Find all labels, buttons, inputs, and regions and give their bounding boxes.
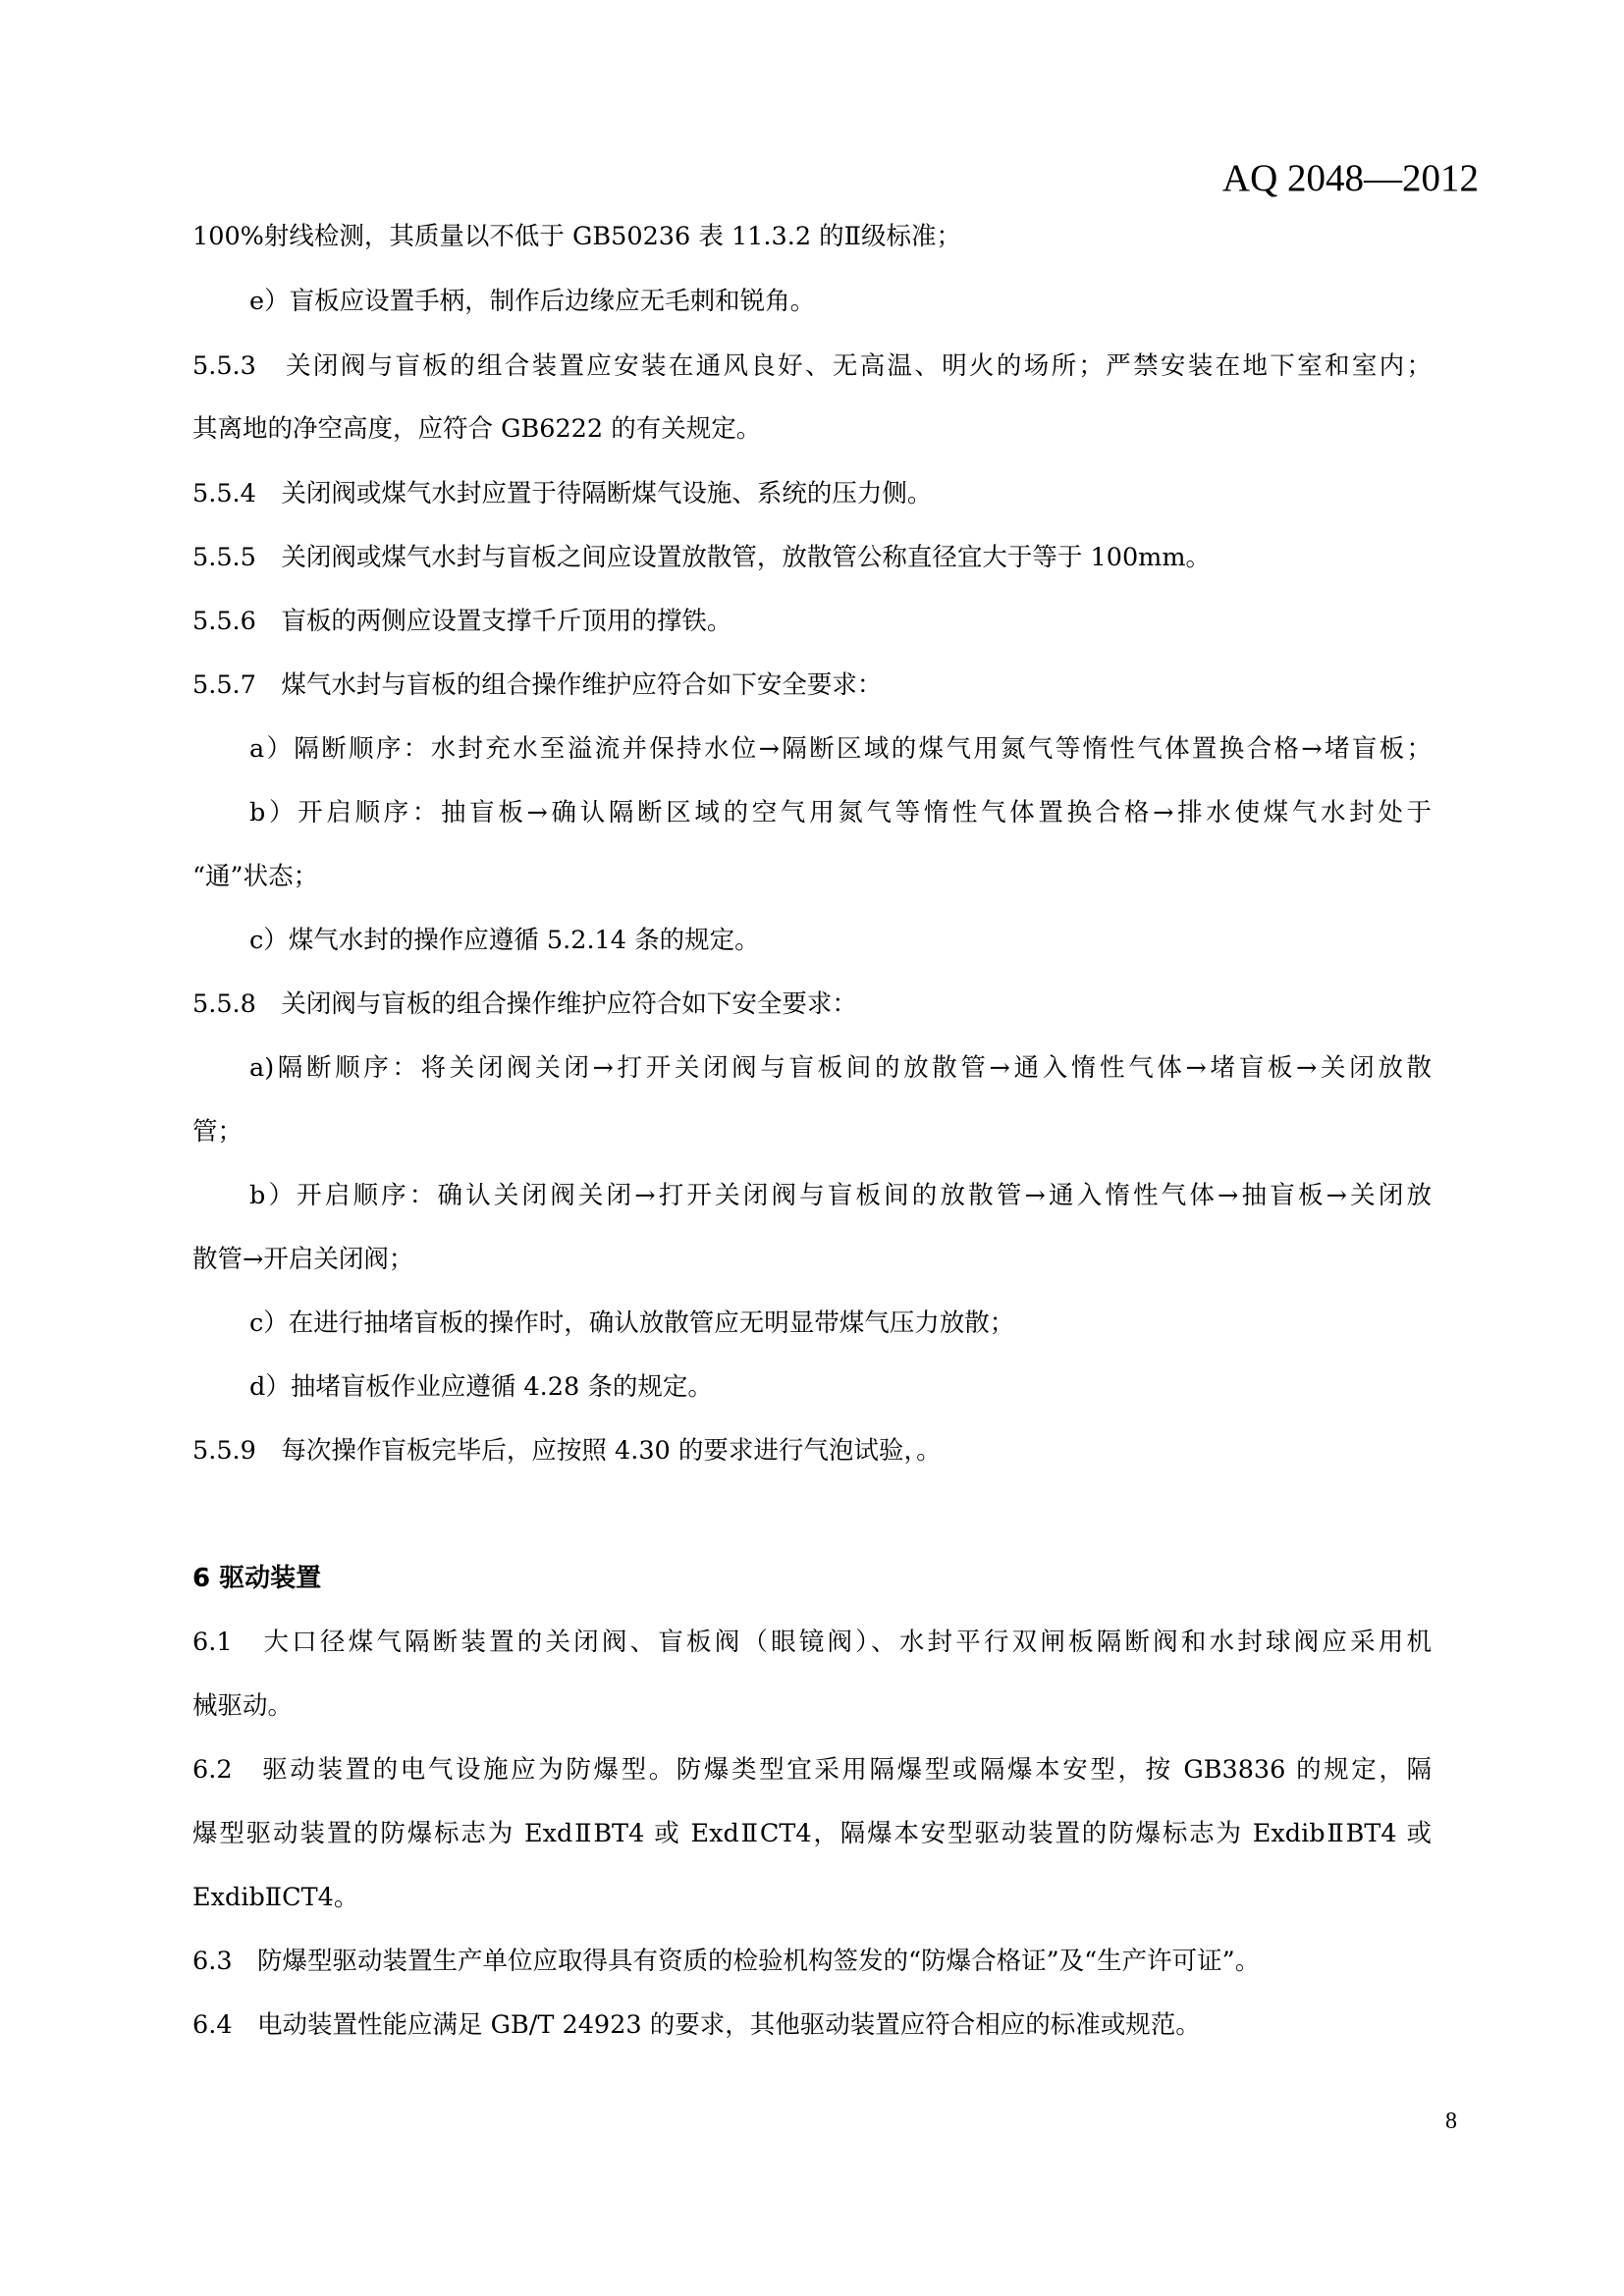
text-line: c）煤气水封的操作应遵循 5.2.14 条的规定。 xyxy=(249,926,760,955)
text-line: c）在进行抽堵盲板的操作时，确认放散管应无明显带煤气压力放散； xyxy=(249,1308,1015,1338)
text-line: 散管→开启关闭阀； xyxy=(192,1245,414,1274)
section-heading: 6 驱动装置 xyxy=(192,1564,322,1593)
standard-code-header: AQ 2048—2012 xyxy=(1221,157,1479,199)
text-line: 100%射线检测，其质量以不低于 GB50236 表 11.3.2 的Ⅱ级标准； xyxy=(192,222,961,251)
text-line: 5.5.6 盲板的两侧应设置支撑千斤顶用的撑铁。 xyxy=(192,607,732,636)
text-line: 6.1 大口径煤气隔断装置的关闭阀、盲板阀（眼镜阀）、水封平行双闸板隔断阀和水封球阀应采用机 xyxy=(192,1628,1432,1657)
text-line: 5.5.7 煤气水封与盲板的组合操作维护应符合如下安全要求： xyxy=(192,670,883,700)
text-line: 5.5.5 关闭阀或煤气水封与盲板之间应设置放散管，放散管公称直径宜大于等于 100mm。 xyxy=(192,543,1212,572)
text-line: b）开启顺序：抽盲板→确认隔断区域的空气用氮气等惰性气体置换合格→排水使煤气水封处于 xyxy=(249,798,1432,828)
text-line: 6.2 驱动装置的电气设施应为防爆型。防爆类型宜采用隔爆型或隔爆本安型，按 GB3836 的规定，隔 xyxy=(192,1755,1432,1785)
text-line: 械驱动。 xyxy=(192,1691,294,1721)
text-line: 5.5.8 关闭阀与盲板的组合操作维护应符合如下安全要求： xyxy=(192,989,857,1019)
text-line: 6.4 电动装置性能应满足 GB/T 24923 的要求，其他驱动装置应符合相应的标准或规范。 xyxy=(192,2010,1201,2040)
text-line: 5.5.4 关闭阀或煤气水封应置于待隔断煤气设施、系统的压力侧。 xyxy=(192,479,933,508)
text-line: d）抽堵盲板作业应遵循 4.28 条的规定。 xyxy=(249,1372,713,1402)
text-line: ExdibⅡCT4。 xyxy=(192,1883,359,1912)
text-line: a）隔断顺序：水封充水至溢流并保持水位→隔断区域的煤气用氮气等惰性气体置换合格→堵盲板； xyxy=(249,734,1432,764)
text-line: e）盲板应设置手柄，制作后边缘应无毛刺和锐角。 xyxy=(249,287,816,316)
text-line: 5.5.3 关闭阀与盲板的组合装置应安装在通风良好、无高温、明火的场所；严禁安装在地下室和室内； xyxy=(192,351,1432,381)
text-line: 爆型驱动装置的防爆标志为 ExdⅡBT4 或 ExdⅡCT4，隔爆本安型驱动装置的防爆标志为 ExdibⅡBT4 或 xyxy=(192,1819,1432,1848)
text-line: 6.3 防爆型驱动装置生产单位应取得具有资质的检验机构签发的“防爆合格证”及“生产许可证”。 xyxy=(192,1947,1261,1976)
text-line: 其离地的净空高度，应符合 GB6222 的有关规定。 xyxy=(192,414,762,444)
text-line: 5.5.9 每次操作盲板完毕后，应按照 4.30 的要求进行气泡试验，。 xyxy=(192,1436,942,1466)
page-number: 8 xyxy=(1445,2109,1457,2134)
text-line: “通”状态； xyxy=(192,862,319,891)
text-line: 管； xyxy=(192,1117,244,1147)
text-line: b）开启顺序：确认关闭阀关闭→打开关闭阀与盲板间的放散管→通入惰性气体→抽盲板→关闭放 xyxy=(249,1181,1432,1210)
text-line: a)隔断顺序：将关闭阀关闭→打开关闭阀与盲板间的放散管→通入惰性气体→堵盲板→关闭放散 xyxy=(249,1053,1432,1083)
